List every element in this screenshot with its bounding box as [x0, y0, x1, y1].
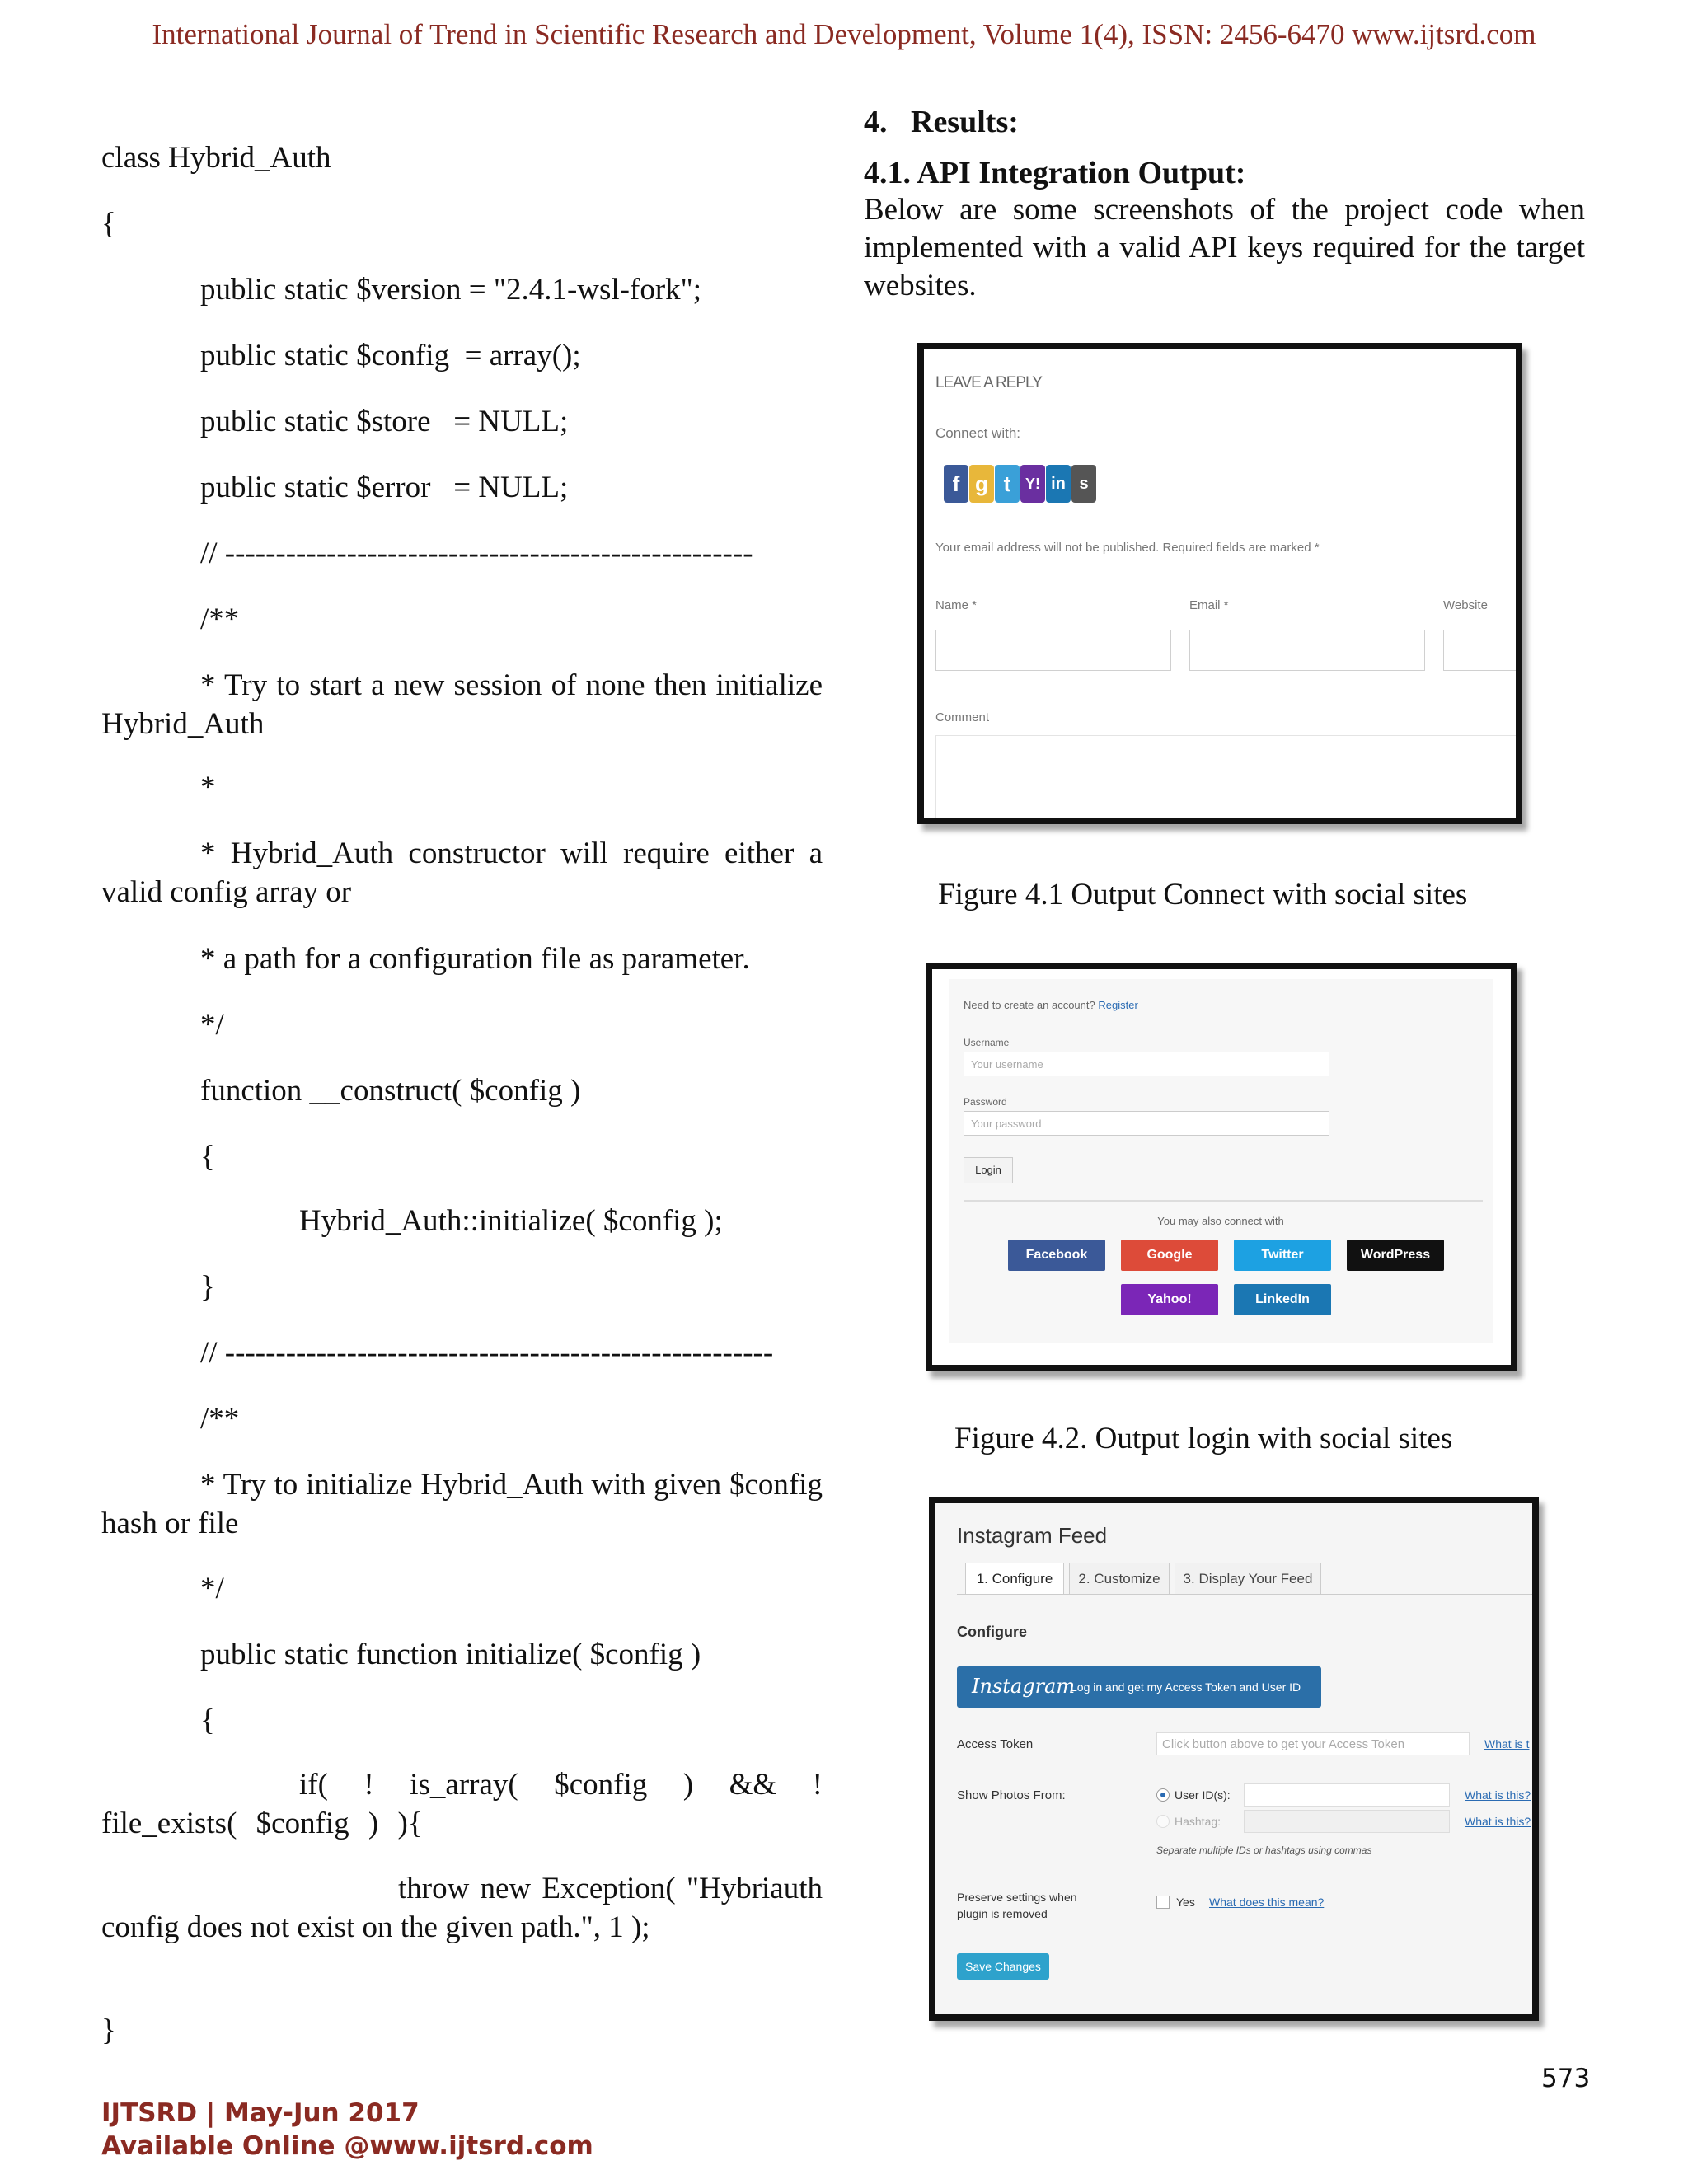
- access-token-input[interactable]: Click button above to get your Access Token: [1156, 1732, 1470, 1755]
- login-button[interactable]: Login: [964, 1157, 1013, 1183]
- login-panel: [949, 979, 1493, 1343]
- name-label: Name *: [935, 598, 978, 612]
- section-heading: 4. Results:: [864, 105, 1019, 139]
- code-comment-divider: // ----------------------------------------------------: [200, 537, 753, 570]
- hashtag-label: Hashtag:: [1175, 1815, 1221, 1828]
- website-field[interactable]: [1443, 630, 1522, 671]
- connect-with-label: Connect with:: [935, 425, 1020, 441]
- section-title: Configure: [957, 1624, 1027, 1640]
- save-changes-button[interactable]: Save Changes: [957, 1953, 1049, 1980]
- journal-header: International Journal of Trend in Scientific Research and Development, Volume 1(4), ISSN: 2456-6470 www.ijtsrd.com: [152, 18, 1536, 50]
- steam-icon[interactable]: s: [1071, 465, 1096, 503]
- code-line: function __construct( $config ): [200, 1074, 581, 1108]
- access-token-label: Access Token: [957, 1737, 1034, 1751]
- hashtag-input[interactable]: [1244, 1810, 1450, 1833]
- password-label: Password: [964, 1096, 1007, 1108]
- password-input[interactable]: Your password: [964, 1111, 1329, 1136]
- instagram-button-text: Log in and get my Access Token and User ID: [1071, 1680, 1301, 1694]
- preserve-checkbox[interactable]: [1156, 1896, 1170, 1909]
- facebook-icon[interactable]: f: [944, 465, 968, 503]
- preserve-label-line2: plugin is removed: [957, 1907, 1048, 1920]
- twitter-button[interactable]: Twitter: [1234, 1240, 1331, 1271]
- code-line: }: [101, 2013, 116, 2047]
- code-line: throw new Exception( "Hybriauth config does not exist on the given path.", 1 );: [101, 1872, 823, 1944]
- wordpress-button[interactable]: WordPress: [1347, 1240, 1444, 1271]
- email-field[interactable]: [1189, 630, 1425, 671]
- linkedin-icon[interactable]: in: [1046, 465, 1071, 503]
- code-line: public static $error = NULL;: [200, 471, 569, 504]
- user-id-radio[interactable]: [1156, 1788, 1170, 1802]
- user-ids-input[interactable]: [1244, 1783, 1450, 1807]
- code-comment: * Hybrid_Auth constructor will require either a valid config array or: [101, 837, 823, 909]
- code-line: class Hybrid_Auth: [101, 141, 331, 175]
- email-label: Email *: [1189, 598, 1229, 612]
- results-paragraph: Below are some screenshots of the project code when implemented with a valid API keys required for the target websites.: [864, 193, 1585, 302]
- google-icon[interactable]: g: [969, 465, 994, 503]
- code-comment: * Try to initialize Hybrid_Auth with given $config hash or file: [101, 1468, 823, 1540]
- what-is-this-link[interactable]: What is this?: [1465, 1815, 1531, 1828]
- code-line: *: [200, 771, 216, 804]
- linkedin-button[interactable]: LinkedIn: [1234, 1284, 1331, 1315]
- code-line: }: [200, 1270, 215, 1304]
- plugin-title: Instagram Feed: [957, 1523, 1108, 1548]
- page-number: 573: [1541, 2064, 1591, 2093]
- google-button[interactable]: Google: [1121, 1240, 1218, 1271]
- yahoo-icon[interactable]: Y!: [1020, 465, 1045, 503]
- what-does-this-mean-link[interactable]: What does this mean?: [1209, 1896, 1325, 1909]
- show-photos-label: Show Photos From:: [957, 1788, 1066, 1802]
- subsection-heading: 4.1. API Integration Output:: [864, 156, 1246, 190]
- footer-available: Available Online @www.ijtsrd.com: [101, 2131, 593, 2161]
- comment-label: Comment: [935, 710, 990, 724]
- footer-issue: IJTSRD | May-Jun 2017: [101, 2098, 420, 2128]
- tab-customize[interactable]: 2. Customize: [1069, 1563, 1170, 1595]
- username-label: Username: [964, 1037, 1010, 1048]
- username-input[interactable]: Your username: [964, 1052, 1329, 1076]
- code-line: Hybrid_Auth::initialize( $config );: [299, 1204, 723, 1238]
- reply-title: LEAVE A REPLY: [935, 374, 1042, 391]
- code-comment-divider: // ------------------------------------------------------: [200, 1336, 774, 1370]
- also-connect-text: You may also connect with: [1157, 1215, 1284, 1227]
- figure-caption: Figure 4.1 Output Connect with social sites: [938, 878, 1468, 912]
- tab-configure[interactable]: 1. Configure: [965, 1563, 1064, 1595]
- code-line: */: [200, 1008, 224, 1042]
- code-line: {: [200, 1704, 215, 1737]
- twitter-icon[interactable]: t: [995, 465, 1020, 503]
- code-line: public static $version = "2.4.1-wsl-fork";: [200, 273, 702, 307]
- code-line: public static $config = array();: [200, 339, 581, 373]
- instagram-login-button[interactable]: [957, 1666, 1321, 1708]
- need-account-text: [964, 999, 1138, 1011]
- code-line: * a path for a configuration file as parameter.: [200, 942, 750, 976]
- code-comment: * Try to start a new session of none then initialize Hybrid_Auth: [101, 668, 823, 741]
- social-icons-row: [944, 465, 1109, 506]
- figure-instagram-feed: [929, 1497, 1539, 2021]
- tabs-underline: [957, 1594, 1534, 1595]
- facebook-button[interactable]: Facebook: [1008, 1240, 1105, 1271]
- code-line: {: [200, 1140, 215, 1174]
- yes-label: Yes: [1176, 1896, 1195, 1909]
- figure-login-social: [926, 963, 1517, 1371]
- code-line: {: [101, 207, 116, 241]
- code-line: /**: [200, 1402, 240, 1436]
- website-label: Website: [1443, 598, 1488, 612]
- instagram-logo: Instagram: [972, 1675, 1076, 1698]
- code-line: public static $store = NULL;: [200, 405, 569, 438]
- what-is-this-link[interactable]: What is this?: [1465, 1788, 1531, 1802]
- name-field[interactable]: [935, 630, 1171, 671]
- separate-note: Separate multiple IDs or hashtags using commas: [1156, 1844, 1372, 1856]
- required-note: Your email address will not be published. Required fields are marked *: [935, 541, 1320, 555]
- divider: [964, 1200, 1483, 1202]
- tab-display-feed[interactable]: 3. Display Your Feed: [1175, 1563, 1321, 1595]
- user-ids-label: User ID(s):: [1175, 1788, 1231, 1802]
- hashtag-radio[interactable]: [1156, 1815, 1170, 1828]
- yahoo-button[interactable]: Yahoo!: [1121, 1284, 1218, 1315]
- preserve-label-line1: Preserve settings when: [957, 1891, 1077, 1904]
- figure-caption: Figure 4.2. Output login with social sites: [954, 1422, 1453, 1455]
- what-is-this-link[interactable]: What is t: [1484, 1737, 1530, 1750]
- code-line: if( ! is_array( $config ) && ! file_exists( $config ) ){: [101, 1768, 823, 1840]
- code-line: */: [200, 1572, 224, 1605]
- comment-field[interactable]: [935, 735, 1522, 824]
- figure-connect-social: [917, 343, 1522, 824]
- register-link[interactable]: Register: [1098, 999, 1138, 1011]
- need-account-label: Need to create an account?: [964, 999, 1095, 1011]
- code-line: public static function initialize( $config ): [200, 1638, 701, 1671]
- code-line: /**: [200, 602, 240, 636]
